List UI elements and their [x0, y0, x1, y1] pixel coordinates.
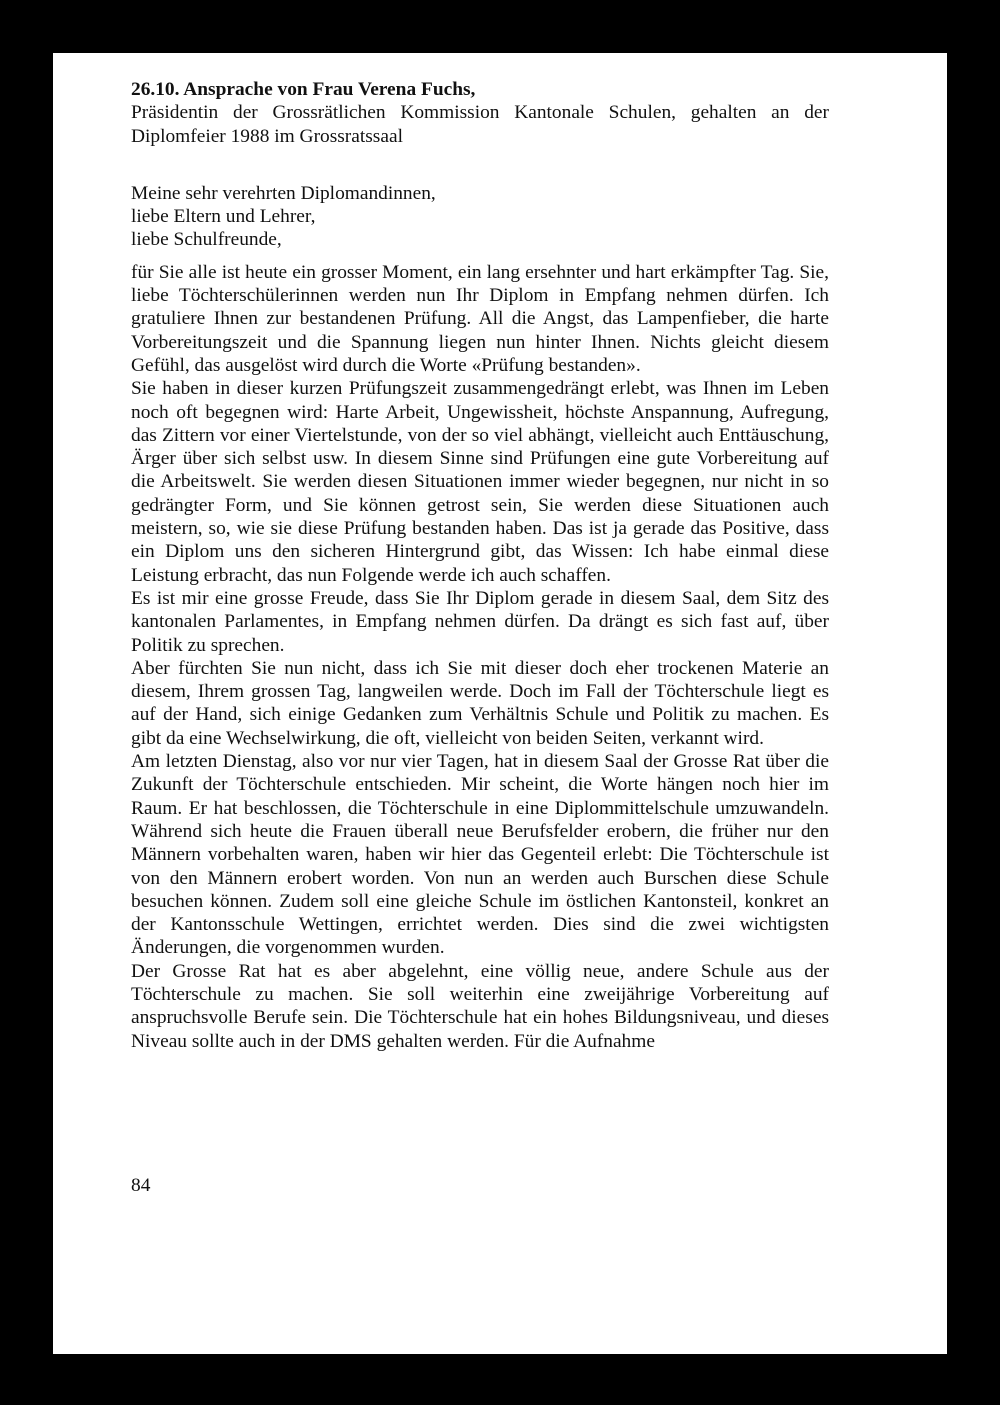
document-body [131, 78, 829, 1053]
paragraph: Aber fürchten Sie nun nicht, dass ich Sie mit dieser doch eher trockenen Materie an diesem, Ihrem grossen Tag, langweilen werde. Doch im Fall der Töchterschule liegt es auf der Hand, sich einige Gedanken zum Verhältnis Schule und Politik zu machen. Es gibt da eine Wechselwirkung, die oft, vielleicht von beiden Seiten, verkannt wird. [131, 657, 829, 749]
section-heading [131, 78, 829, 148]
salutation-line: liebe Schulfreunde, [131, 229, 282, 251]
salutation-line: liebe Eltern und Lehrer, [131, 206, 316, 228]
salutation-block [131, 182, 829, 252]
paragraph: Es ist mir eine grosse Freude, dass Sie Ihr Diplom gerade in diesem Saal, dem Sitz des kantonalen Parlamentes, in Empfang nehmen dürfen. Da drängt es sich fast auf, über Politik zu sprechen. [131, 587, 829, 656]
salutation-line: Meine sehr verehrten Diplomandinnen, [131, 182, 436, 204]
paragraph: Der Grosse Rat hat es aber abgelehnt, eine völlig neue, andere Schule aus der Töchterschule zu machen. Sie soll weiterhin eine zweijährige Vorbereitung auf anspruchsvolle Berufe sein. Die Töchterschule hat ein hohes Bildungsniveau, und dieses Niveau sollte auch in der DMS gehalten werden. Für die Aufnahme [131, 960, 829, 1052]
paragraph: Am letzten Dienstag, also vor nur vier Tagen, hat in diesem Saal der Grosse Rat über die Zukunft der Töchterschule entschieden. Mir scheint, die Worte hängen noch hier im Raum. Er hat beschlossen, die Töchterschule in eine Diplommittelschule umzuwandeln. Während sich heute die Frauen überall neue Berufsfelder erobern, die früher nur den Männern vorbehalten waren, haben wir hier das Gegenteil erlebt: Die Töchterschule ist von den Männern erobert worden. Von nun an werden auch Burschen diese Schule besuchen können. Zudem soll eine gleiche Schule im östlichen Kantonsteil, konkret an der Kantonsschule Wettingen, errichtet werden. Dies sind die zwei wichtigsten Änderungen, die vorgenommen wurden. [131, 751, 829, 959]
speech-text [131, 261, 829, 1053]
paragraph: für Sie alle ist heute ein grosser Moment, ein lang ersehnter und hart erkämpfter Tag. Sie, liebe Töchterschülerinnen werden nun Ihr Diplom in Empfang nehmen dürfen. Ich gratuliere Ihnen zur bestandenen Prüfung. All die Angst, das Lampenfieber, die harte Vorbereitungszeit und die Spannung liegen nun hinter Ihnen. Nichts gleicht diesem Gefühl, das ausgelöst wird durch die Worte «Prüfung bestanden». [131, 261, 829, 376]
section-title: 26.10. Ansprache von Frau Verena Fuchs, [131, 79, 476, 100]
section-subtitle: Präsidentin der Grossrätlichen Kommission Kantonale Schulen, gehalten an der Diplomfeier 1988 im Grossratssaal [131, 102, 829, 147]
page-number: 84 [131, 1175, 151, 1196]
paragraph: Sie haben in dieser kurzen Prüfungszeit zusammengedrängt erlebt, was Ihnen im Leben noch oft begegnen wird: Harte Arbeit, Ungewissheit, höchste Anspannung, Aufregung, das Zittern vor einer Viertelstunde, von der so viel abhängt, vielleicht auch Enttäuschung, Ärger über sich selbst usw. In diesem Sinne sind Prüfungen eine gute Vorbereitung auf die Arbeitswelt. Sie werden diesen Situationen immer wieder begegnen, nur nicht in so gedrängter Form, und Sie können getrost sein, Sie werden diese Situationen auch meistern, so, wie sie diese Prüfung bestanden haben. Das ist ja gerade das Positive, dass ein Diplom uns den sicheren Hintergrund gibt, das Wissen: Ich habe einmal diese Leistung erbracht, das nun Folgende werde ich auch schaffen. [131, 378, 829, 586]
